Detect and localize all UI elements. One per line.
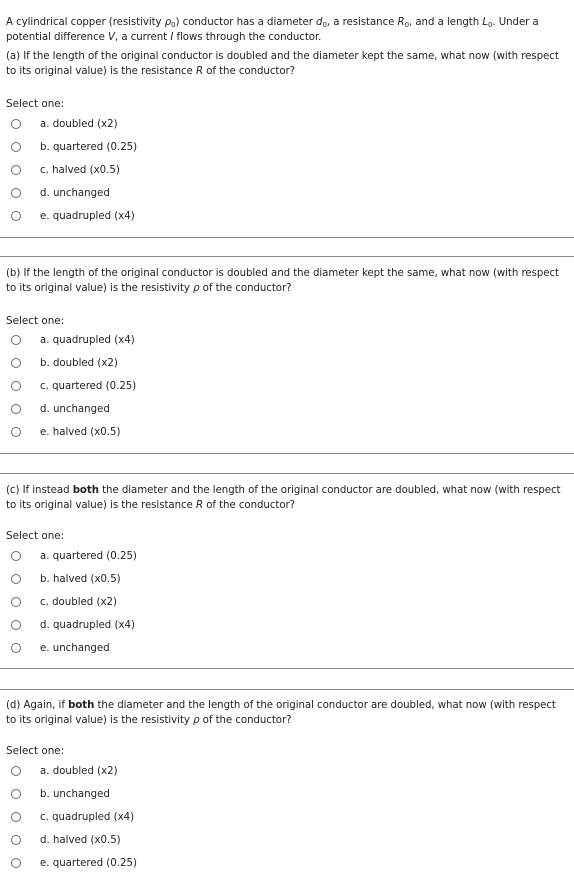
question-c-stem [0, 483, 574, 513]
question-c-text: (c) If instead both the diameter and the length of the original conductor are doubled, what now (with respect to its original value) is the resistance R of the conductor? [6, 485, 561, 511]
option-c-d[interactable]: d. quadrupled (x4) [11, 618, 135, 632]
radio-button[interactable] [11, 858, 21, 868]
select-one-label: Select one: [6, 745, 65, 757]
option-a-a[interactable]: a. doubled (x2) [11, 117, 118, 131]
option-b-a[interactable]: a. quadrupled (x4) [11, 333, 135, 347]
option-c-a[interactable]: a. quartered (0.25) [11, 549, 137, 563]
radio-button[interactable] [11, 620, 21, 630]
radio-button[interactable] [11, 142, 21, 152]
question-c [0, 483, 574, 513]
radio-button[interactable] [11, 358, 21, 368]
radio-button[interactable] [11, 119, 21, 129]
radio-button[interactable] [11, 211, 21, 221]
question-d [0, 698, 574, 728]
question-b-text: (b) If the length of the original conductor is doubled and the diameter kept the same, what now (with respect to its original value) is the resistivity ρ of the conductor? [6, 268, 559, 294]
radio-button[interactable] [11, 789, 21, 799]
option-d-e[interactable]: e. quartered (0.25) [11, 856, 137, 870]
select-one-label: Select one: [6, 530, 65, 542]
radio-button[interactable] [11, 335, 21, 345]
divider [0, 237, 574, 238]
option-c-e[interactable]: e. unchanged [11, 641, 110, 655]
radio-button[interactable] [11, 404, 21, 414]
divider [0, 473, 574, 474]
divider [0, 256, 574, 257]
radio-button[interactable] [11, 188, 21, 198]
question-b [0, 266, 574, 296]
question-d-stem [0, 698, 574, 728]
option-a-b[interactable]: b. quartered (0.25) [11, 140, 137, 154]
option-c-b[interactable]: b. halved (x0.5) [11, 572, 121, 586]
option-d-b[interactable]: b. unchanged [11, 787, 110, 801]
question-a [0, 15, 574, 79]
radio-button[interactable] [11, 381, 21, 391]
option-a-e[interactable]: e. quadrupled (x4) [11, 209, 135, 223]
radio-button[interactable] [11, 643, 21, 653]
option-d-c[interactable]: c. quadrupled (x4) [11, 810, 134, 824]
question-a-stem [0, 15, 574, 79]
option-b-e[interactable]: e. halved (x0.5) [11, 425, 120, 439]
question-a-text: (a) If the length of the original conductor is doubled and the diameter kept the same, what now (with respect to its original value) is the resistance R of the conductor? [6, 51, 559, 77]
option-b-b[interactable]: b. doubled (x2) [11, 356, 118, 370]
option-c-c[interactable]: c. doubled (x2) [11, 595, 117, 609]
option-b-c[interactable]: c. quartered (0.25) [11, 379, 136, 393]
radio-button[interactable] [11, 597, 21, 607]
divider [0, 689, 574, 690]
intro-text: A cylindrical copper (resistivity $\rho_0$) conductor has a diameter $d_0$, a resistance $R_0$, and a length $L_0$. Under a potential difference V, a current I flows through the conductor. [6, 17, 539, 43]
divider [0, 668, 574, 669]
option-a-c[interactable]: c. halved (x0.5) [11, 163, 120, 177]
option-b-d[interactable]: d. unchanged [11, 402, 110, 416]
select-one-label: Select one: [6, 98, 65, 110]
question-b-stem [0, 266, 574, 296]
option-a-d[interactable]: d. unchanged [11, 186, 110, 200]
select-one-label: Select one: [6, 315, 65, 327]
option-d-a[interactable]: a. doubled (x2) [11, 764, 118, 778]
radio-button[interactable] [11, 574, 21, 584]
radio-button[interactable] [11, 427, 21, 437]
radio-button[interactable] [11, 835, 21, 845]
question-d-text: (d) Again, if both the diameter and the length of the original conductor are doubled, what now (with respect to its original value) is the resistivity ρ of the conductor? [6, 700, 556, 726]
radio-button[interactable] [11, 165, 21, 175]
divider [0, 453, 574, 454]
option-d-d[interactable]: d. halved (x0.5) [11, 833, 121, 847]
radio-button[interactable] [11, 551, 21, 561]
radio-button[interactable] [11, 812, 21, 822]
radio-button[interactable] [11, 766, 21, 776]
